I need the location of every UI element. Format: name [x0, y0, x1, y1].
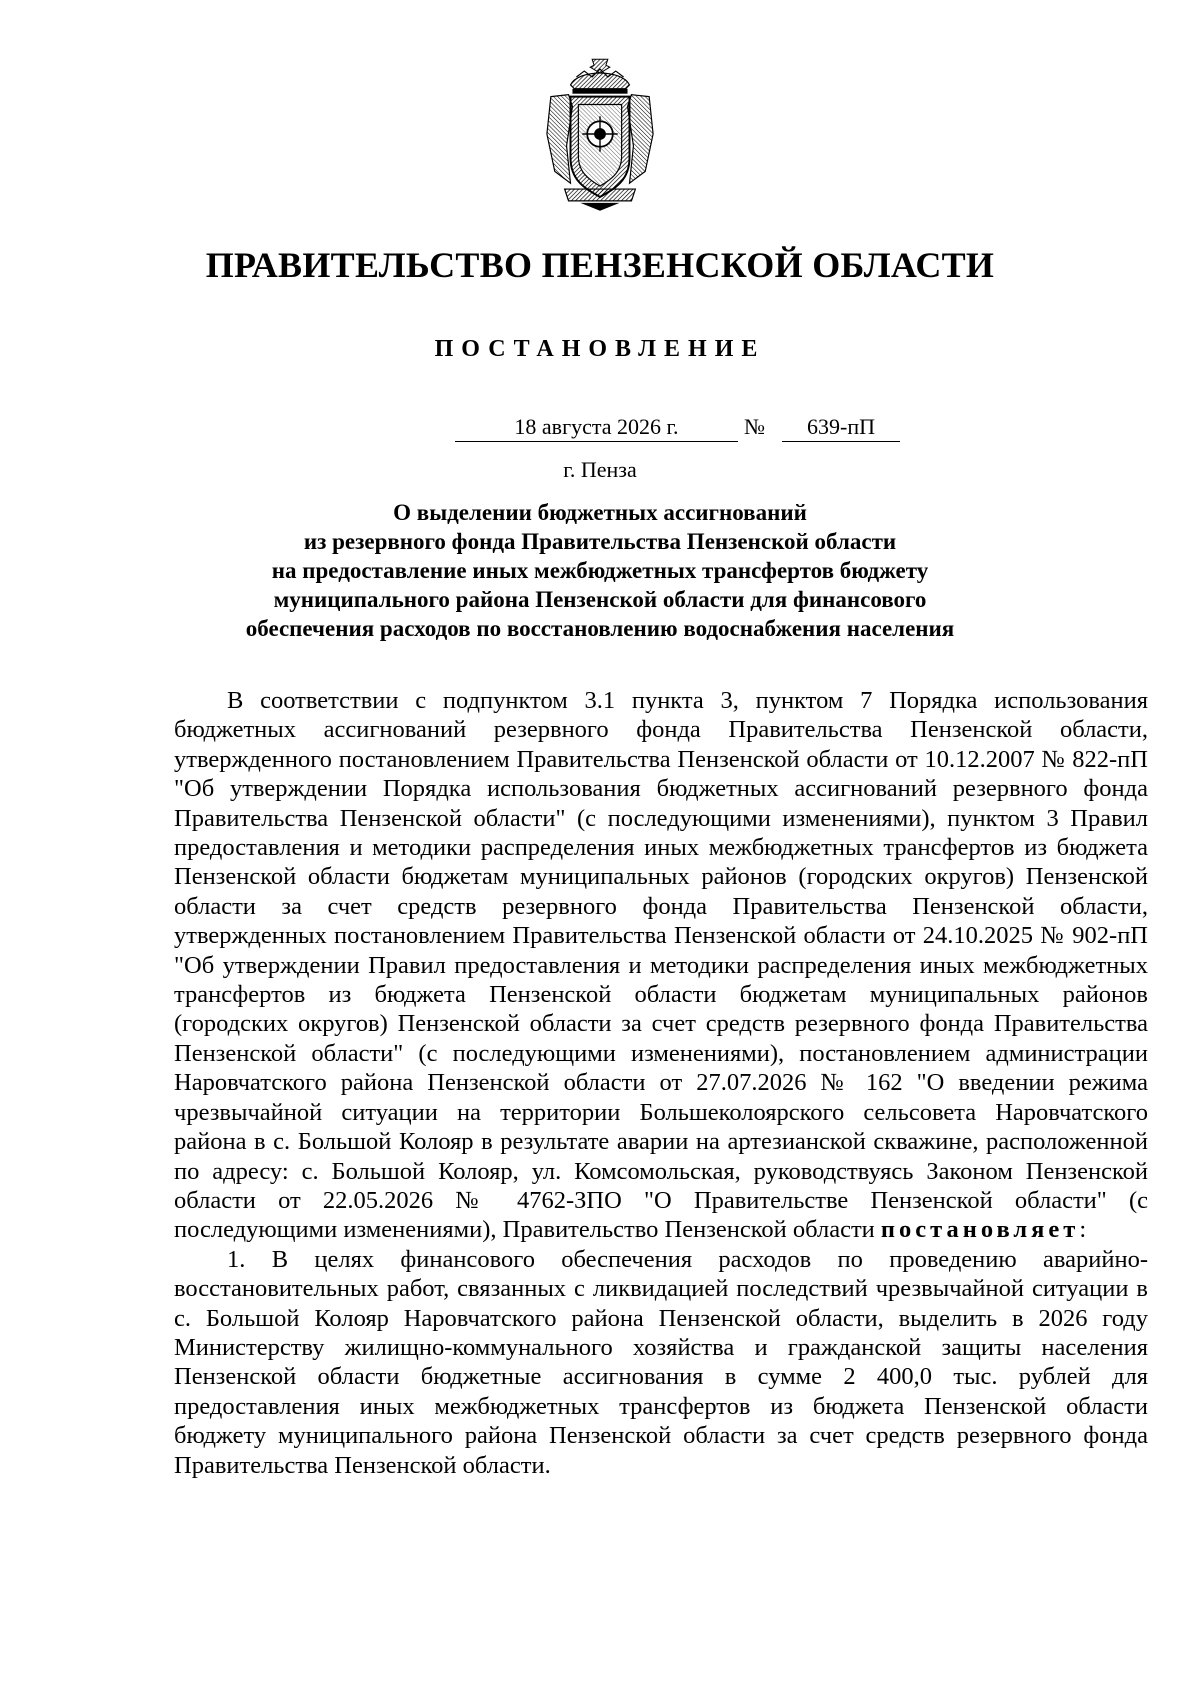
preamble-text: В соответствии с подпунктом 3.1 пункта 3, пунктом 7 Порядка использования бюджетных ассигнований резервного фонда Правительства Пензенской области, утвержденного постановлением Правительства Пензенской области от 10.12.2007 № 822-пП "Об утверждении Порядка использования бюджетных ассигнований резервного фонда Правительства Пензенской области" (с последующими изменениями), пунктом 3 Правил предоставления и методики распределения иных межбюджетных трансфертов из бюджета Пензенской области бюджетам муниципальных районов (городских округов) Пензенской области за счет средств резервного фонда Правительства Пензенской области, утвержденных постановлением Правительства Пензенской области от 24.10.2025 № 902-пП "Об утверждении Правил предоставления и методики распределения иных межбюджетных трансфертов из бюджета Пензенской области бюджетам муниципальных районов (городских округов) Пензенской области за счет средств резервного фонда Правительства Пензенской области" (с последующими изменениями), постановлением администрации Наровчатского района Пензенской области от 27.07.2026 № 162 "О введении режима чрезвычайной ситуации на территории Большеколоярского сельсовета Наровчатского района в с. Большой Колояр в результате аварии на артезианской скважине, расположенной по адресу: с. Большой Колояр, ул. Комсомольская, руководствуясь Законом Пензенской области от 22.05.2026 № 4762-ЗПО "О Правительстве Пензенской области" (с последующими изменениями), Правительство Пензенской области	[174, 687, 1148, 1244]
document-type: ПОСТАНОВЛЕНИЕ	[434, 336, 766, 362]
document-body	[174, 686, 1148, 1480]
organization-title: ПРАВИТЕЛЬСТВО ПЕНЗЕНСКОЙ ОБЛАСТИ	[205, 245, 995, 285]
document-number: 639-пП	[782, 413, 900, 442]
coat-of-arms-icon	[541, 54, 659, 214]
item-1-paragraph: 1. В целях финансового обеспечения расходов по проведению аварийно-восстановительных работ, связанных с ликвидацией последствий чрезвычайной ситуации в с. Большой Колояр Наровчатского района Пензенской области, выделить в 2026 году Министерству жилищно-коммунального хозяйства и гражданской защиты населения Пензенской области бюджетные ассигнования в сумме 2 400,0 тыс. рублей для предоставления иных межбюджетных трансфертов из бюджета Пензенской области бюджету муниципального района Пензенской области за счет средств резервного фонда Правительства Пензенской области.	[174, 1245, 1148, 1479]
subject-line: О выделении бюджетных ассигнований	[393, 500, 807, 525]
number-sign: №	[744, 414, 765, 439]
preamble-paragraph	[174, 686, 1148, 1245]
document-date: 18 августа 2026 г.	[455, 413, 738, 442]
subject-line: муниципального района Пензенской области для финансового	[273, 587, 927, 612]
resolves-colon: :	[1079, 1216, 1087, 1244]
subject-line: из резервного фонда Правительства Пензенской области	[303, 529, 897, 554]
document-city: г. Пенза	[563, 457, 637, 482]
resolves-word: постановляет	[880, 1216, 1080, 1244]
subject-line: на предоставление иных межбюджетных трансфертов бюджету	[271, 558, 929, 583]
document-subject	[150, 498, 1050, 643]
subject-line: обеспечения расходов по восстановлению водоснабжения населения	[245, 616, 955, 641]
